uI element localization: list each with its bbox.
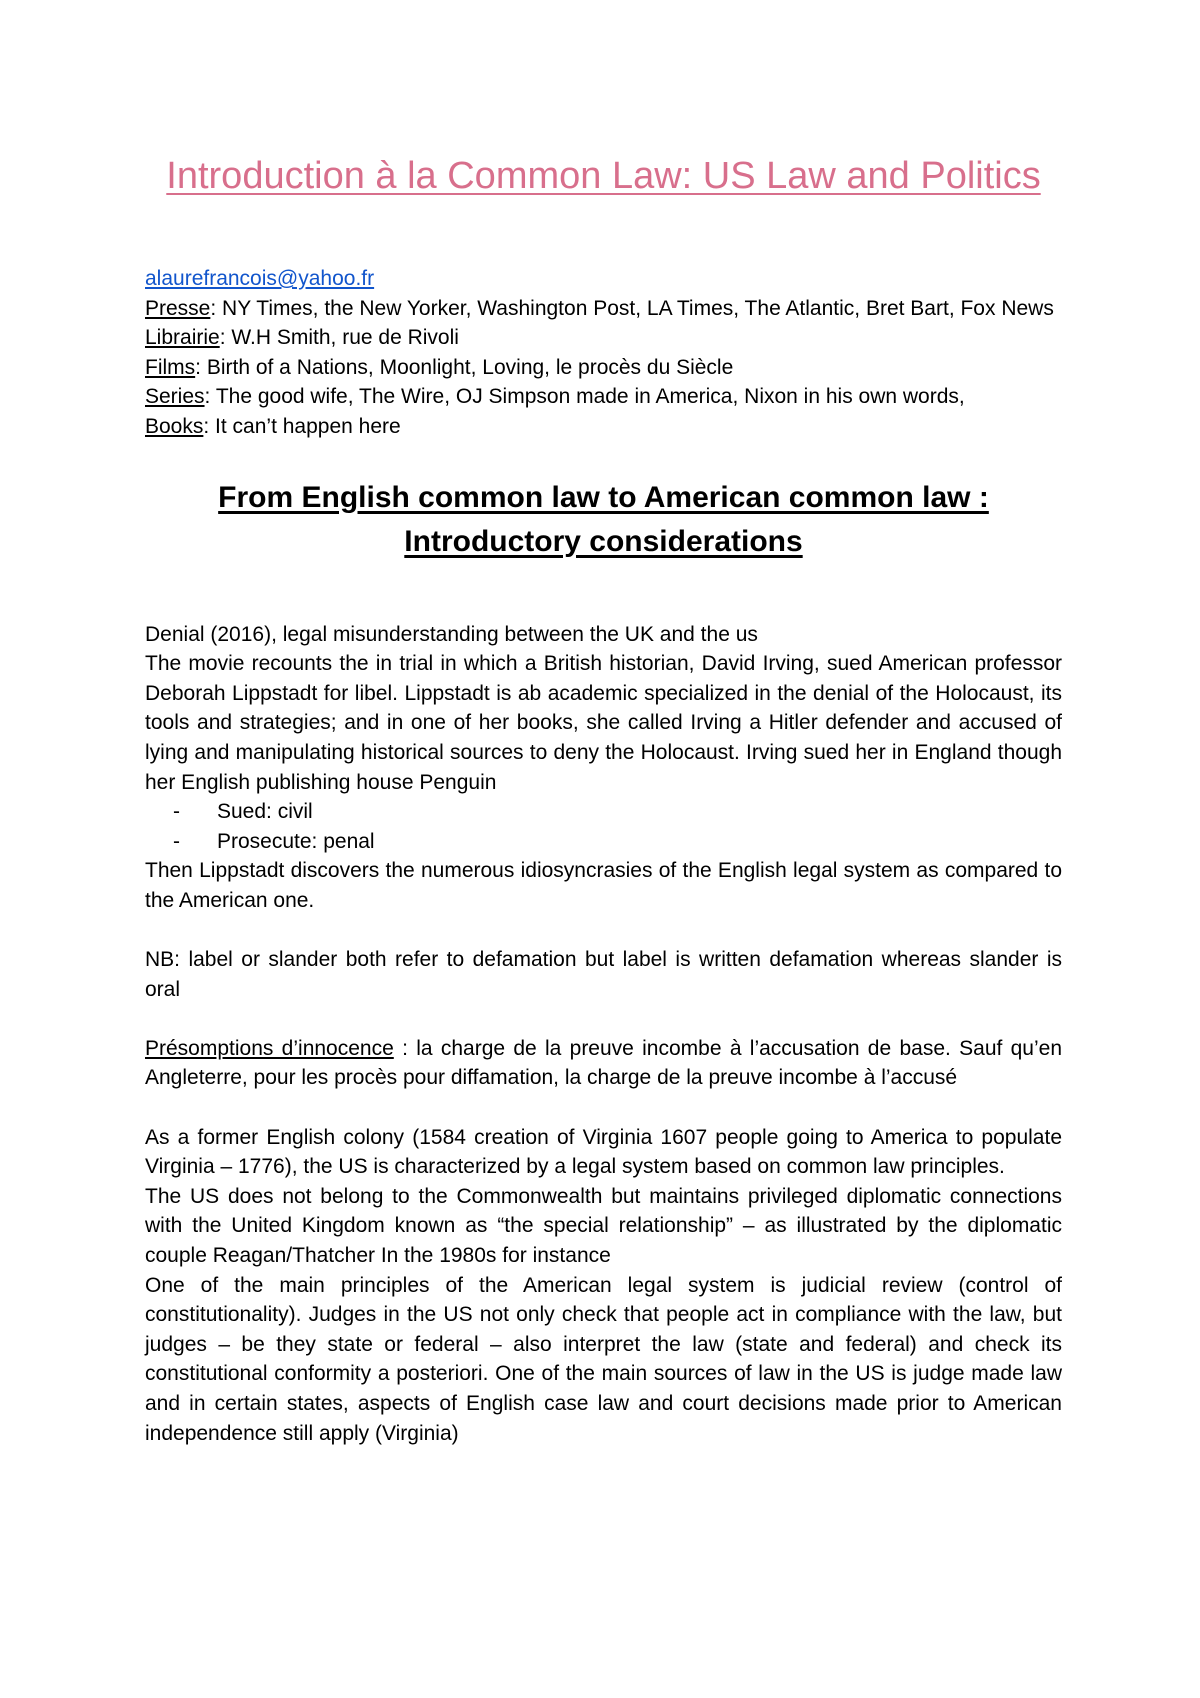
meta-presse (145, 294, 1062, 324)
meta-text: : It can’t happen here (203, 414, 401, 438)
colony-paragraph: As a former English colony (1584 creation of Virginia 1607 people going to America to populate Virginia – 1776), the US is characterized by a legal system based on common law principles. (145, 1125, 1062, 1179)
list-item: - Sued: civil (173, 797, 1062, 827)
meta-label: Presse (145, 296, 211, 320)
presumption-paragraph (145, 1034, 1062, 1093)
presumption-label: Présomptions d’innocence (145, 1036, 394, 1060)
document-title: Introduction à la Common Law: US Law and Politics (166, 155, 1041, 197)
resource-list (145, 264, 1062, 442)
meta-label: Series (145, 385, 205, 409)
idiosyncrasies-paragraph: Then Lippstadt discovers the numerous idiosyncrasies of the English legal system as compared to the American one. (145, 859, 1062, 912)
judicial-review-paragraph: One of the main principles of the American legal system is judicial review (control of constitutionality). Judges in the US not only check that people act in compliance with the law, but judges – be they state or federal – also interpret the law (state and federal) and check its constitutional conformity a posteriori. One of the main sources of law in the US is judge made law and in certain states, aspects of English case law and court decisions made prior to American independence still apply (Virginia) (145, 1273, 1062, 1445)
section-heading: From English common law to American common law : Introductory considerations (218, 480, 989, 558)
meta-series (145, 382, 1062, 412)
presumption-text: : la charge de la preuve incombe à l’accusation de base. Sauf qu’en Angleterre, pour les procès pour diffamation, la charge de la preuve incombe à l’accusé (145, 1036, 1063, 1090)
meta-label: Librairie (145, 326, 220, 350)
meta-books (145, 412, 1062, 442)
commonwealth-paragraph: The US does not belong to the Commonwealth but maintains privileged diplomatic connections with the United Kingdom known as “the special relationship” – as illustrated by the diplomatic couple Reagan/Thatcher In the 1980s for instance (145, 1184, 1062, 1268)
nb-paragraph: NB: label or slander both refer to defamation but label is written defamation whereas slander is oral (145, 948, 1062, 1001)
meta-text: : W.H Smith, rue de Rivoli (219, 326, 459, 350)
meta-films (145, 353, 1062, 383)
denial-paragraph: The movie recounts the in trial in which a British historian, David Irving, sued American professor Deborah Lippstadt for libel. Lippstadt is ab academic specialized in the denial of the Holocaust, its tools and strategies; and in one of her books, she called Irving a Hitler defender and accused of lying and manipulating historical sources to deny the Holocaust. Irving sued her in England though her English publishing house Penguin (145, 652, 1062, 794)
denial-title: Denial (2016), legal misunderstanding between the UK and the us (145, 622, 758, 646)
meta-label: Books (145, 414, 204, 438)
meta-text: : The good wife, The Wire, OJ Simpson made in America, Nixon in his own words, (204, 385, 965, 409)
meta-librairie (145, 323, 1062, 353)
email-link[interactable]: alaurefrancois@yahoo.fr (145, 267, 375, 290)
meta-text: : NY Times, the New Yorker, Washington Post, LA Times, The Atlantic, Bret Bart, Fox News (210, 296, 1054, 320)
meta-text: : Birth of a Nations, Moonlight, Loving, le procès du Siècle (195, 355, 734, 379)
meta-label: Films (145, 355, 196, 379)
list-item: - Prosecute: penal (173, 827, 1062, 857)
bullet-list (145, 797, 1062, 856)
document-body (145, 620, 1062, 1449)
